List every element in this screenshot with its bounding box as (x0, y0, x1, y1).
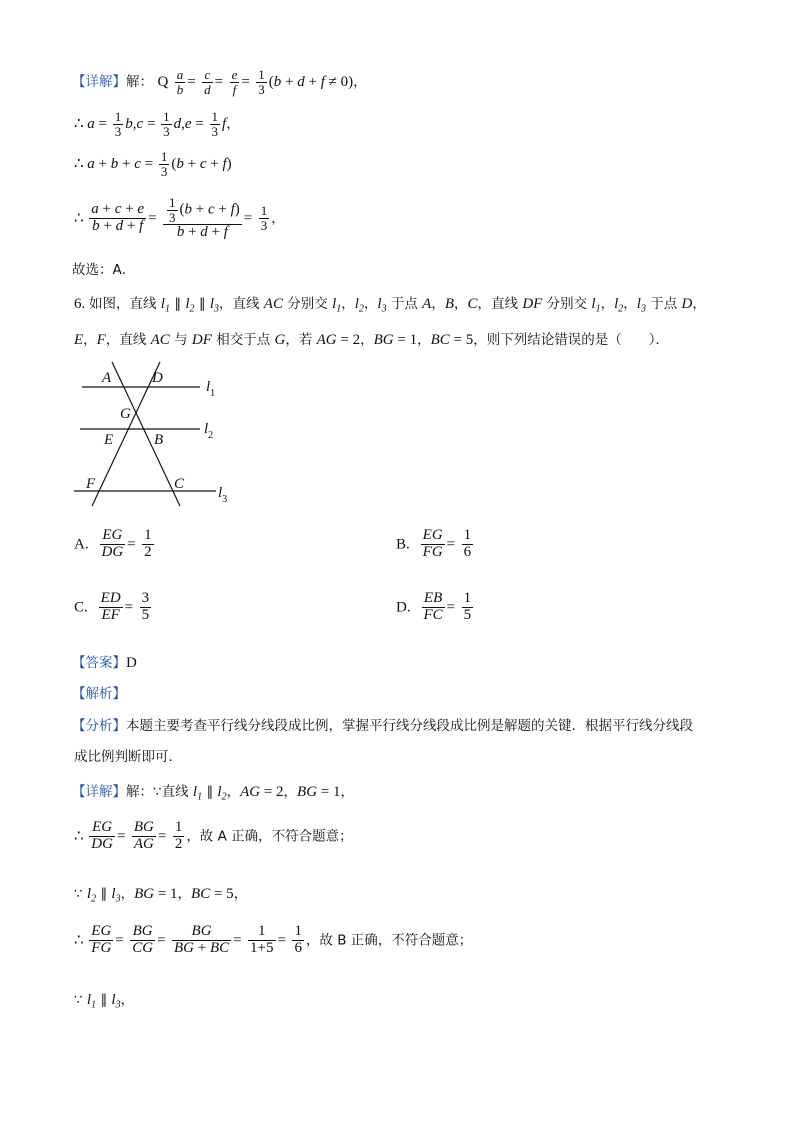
answer-value: D (126, 655, 137, 671)
fenxi-line2: 成比例判断即可． (74, 749, 182, 765)
option-d[interactable]: D. $\frac{EB}{FC}$ = $\frac{1}{5}$ (396, 590, 472, 623)
label-e: E (104, 432, 114, 448)
option-c[interactable]: C. $\frac{ED}{EF}$ = $\frac{3}{5}$ (74, 590, 150, 623)
label-d: D (152, 370, 163, 386)
detail1-line4: ∴ $\frac{a + c + e}{b + d + f}$ = $\frac{1}{3}$ (b + c + f) b + d + f = $\frac{1}{3}$ ， (74, 195, 285, 241)
label-l2: $l_2$ (204, 421, 214, 441)
fenxi-line1: 【分析】本题主要考查平行线分线段成比例，掌握平行线分线段成比例是解题的关键．根据平行线分线段 (72, 718, 693, 734)
detail2-line4: ∴ $\frac{EG}{FG}$ = $\frac{BG}{CG}$ = $\frac{BG}{BG + BC}$ = $\frac{1}{1+5}$ = $\frac{1}{6}$ ，故 B 正确，不符合题意； (74, 923, 473, 956)
label-f: F (86, 476, 96, 492)
fenxi-tag: 【分析】 (72, 718, 126, 734)
detail1-line3: ∴ a + b + c = $\frac{1}{3}$ (b + c + f) (74, 149, 232, 179)
detail2-line1: 【详解】解：∵直线 $l_1$ ∥ $l_2$，AG = 2，BG = 1， (72, 784, 355, 803)
detail-tag: 【详解】 (72, 74, 126, 91)
analysis-tag: 【解析】 (72, 686, 126, 702)
analysis-line (72, 682, 126, 702)
label-g: G (120, 406, 131, 422)
option-a[interactable]: A. $\frac{EG}{DG}$ = $\frac{1}{2}$ (74, 527, 152, 560)
label-l1: $l_1$ (206, 379, 216, 399)
label-c: C (174, 476, 185, 492)
q6-line1: 6. 如图，直线 $l_1$ ∥ $l_2$ ∥ $l_3$，直线 AC 分别交 $l_1$，$l_2$，$l_3$ 于点 A，B，C，直线 DF 分别交 $l_1$，$l_2$，$l_3$ 于点 D， (74, 296, 706, 315)
detail2-line2: ∴ $\frac{EG}{DG}$ = $\frac{BG}{AG}$ = $\frac{1}{2}$ ，故 A 正确，不符合题意； (74, 819, 353, 852)
detail1-line1: 【详解】解： Q $\frac{a}{b}$ = $\frac{c}{d}$ = $\frac{e}{f}$ = $\frac{1}{3}$ (b + d + f ≠ 0)， (72, 67, 367, 97)
answer-tag: 【答案】 (72, 655, 126, 671)
choice-line: 故选：A． (72, 262, 136, 278)
q6-line2: E，F，直线 AC 与 DF 相交于点 G，若 AG = 2，BG = 1，BC = 5，则下列结论错误的是（ ）． (74, 332, 669, 348)
line-ac (112, 362, 180, 506)
option-b[interactable]: B. $\frac{EG}{FG}$ = $\frac{1}{6}$ (396, 527, 472, 560)
detail2-line5: ∵ $l_1$ ∥ $l_3$， (74, 992, 135, 1011)
detail2-tag: 【详解】 (72, 784, 126, 800)
parallel-lines-figure (68, 360, 238, 510)
label-l3: $l_3$ (218, 485, 228, 505)
detail2-line3: ∵ $l_2$ ∥ $l_3$，BG = 1，BC = 5， (74, 886, 248, 905)
label-b: B (154, 432, 164, 448)
detail1-line2: ∴ a = $\frac{1}{3}$ b,c = $\frac{1}{3}$ d,e = $\frac{1}{3}$ f， (74, 109, 240, 139)
label-a: A (102, 370, 112, 386)
answer-line (72, 651, 137, 672)
